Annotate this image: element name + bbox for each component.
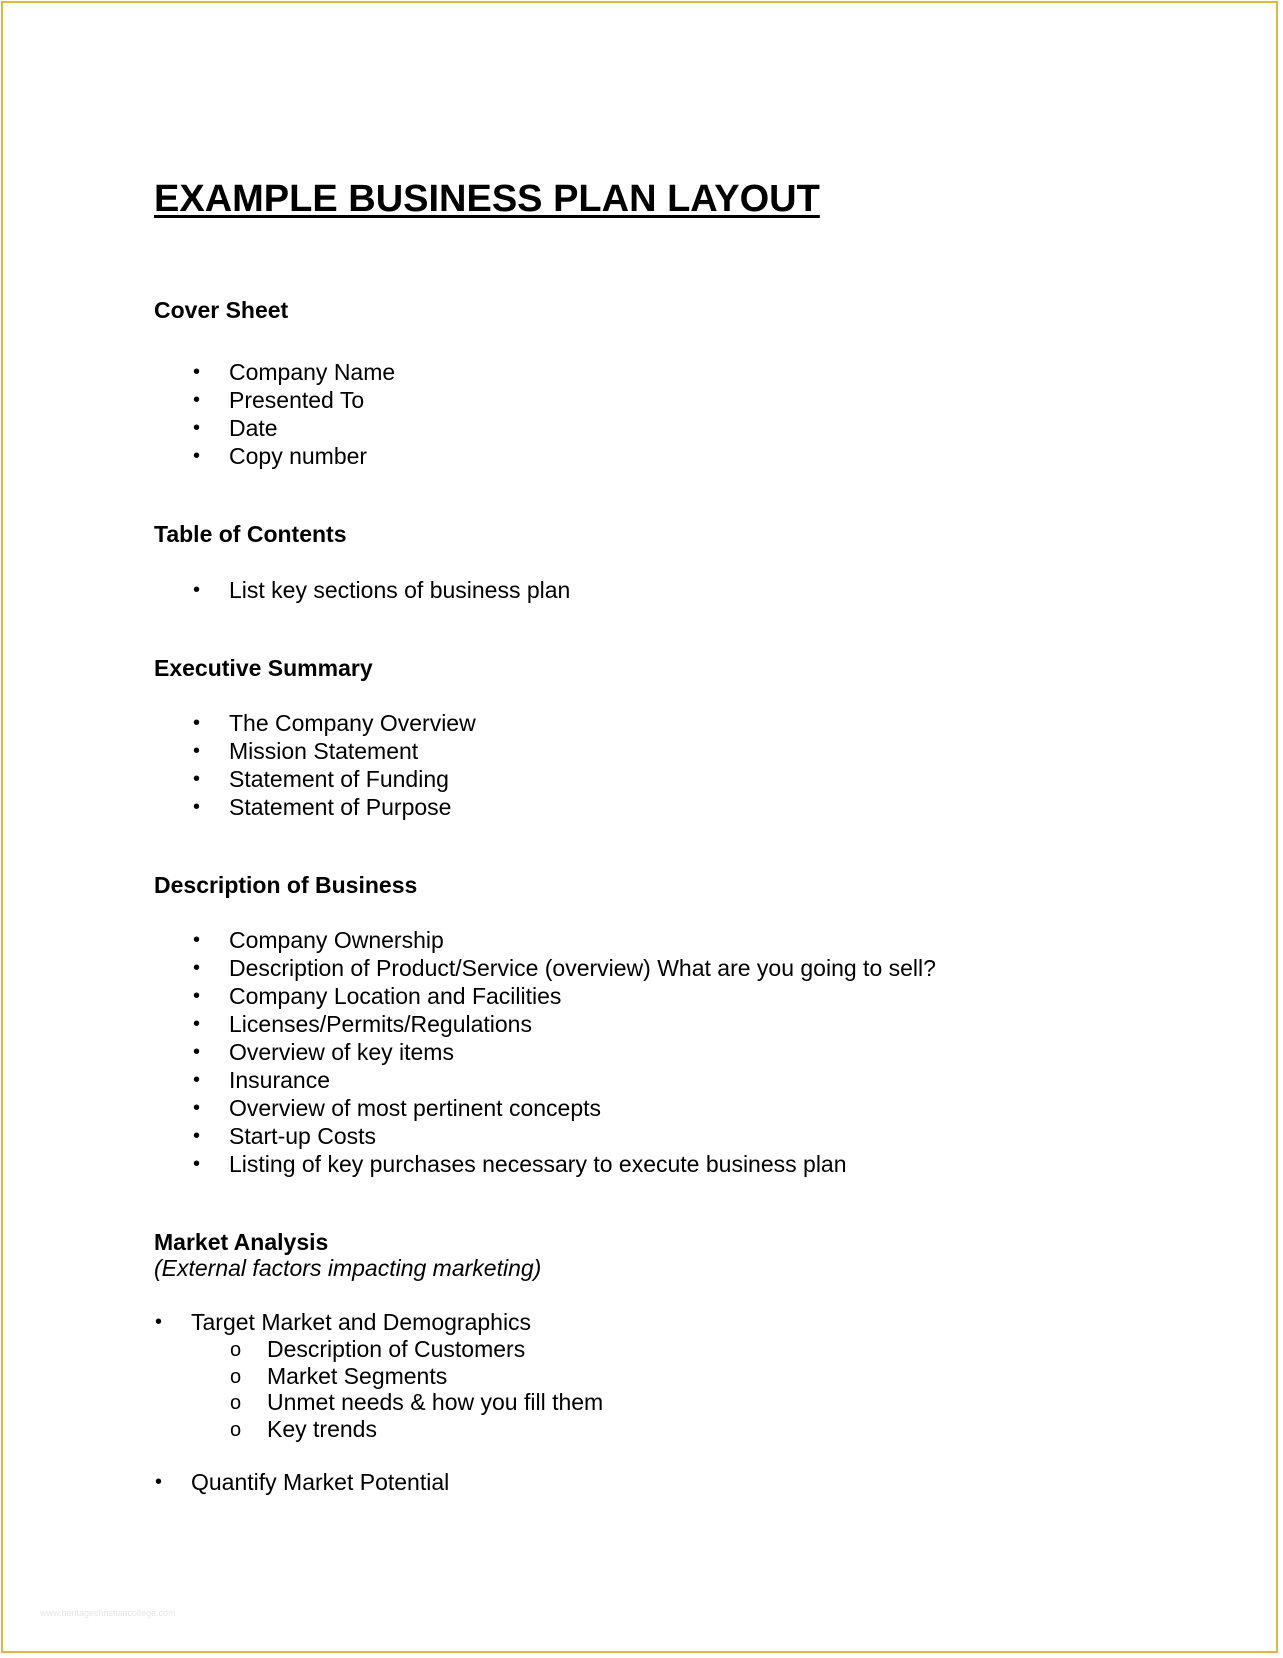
- sub-list: [191, 1336, 603, 1442]
- table-of-contents-list: [229, 576, 570, 604]
- sub-list-item: o Market Segments: [267, 1363, 603, 1390]
- cover-sheet-list: [229, 358, 395, 470]
- section-heading-description-of-business: Description of Business: [154, 872, 418, 898]
- list-item: • Copy number: [229, 442, 395, 470]
- section-heading-market-analysis: Market Analysis: [154, 1229, 329, 1255]
- watermark: www.heritagechristiancollege.com: [40, 1608, 176, 1618]
- list-item: • Date: [229, 414, 395, 442]
- list-item: • Overview of most pertinent concepts: [229, 1094, 936, 1122]
- list-item: • Start-up Costs: [229, 1122, 936, 1150]
- list-item: • Company Name: [229, 358, 395, 386]
- page-title: EXAMPLE BUSINESS PLAN LAYOUT: [154, 178, 820, 220]
- list-item: • The Company Overview: [229, 709, 476, 737]
- market-analysis-list: [191, 1309, 603, 1442]
- section-heading-executive-summary: Executive Summary: [154, 655, 373, 681]
- market-analysis-list-2: [191, 1469, 449, 1496]
- list-item: • Listing of key purchases necessary to execute business plan: [229, 1150, 936, 1178]
- list-item: • Statement of Purpose: [229, 793, 476, 821]
- list-item: • Description of Product/Service (overview) What are you going to sell?: [229, 954, 936, 982]
- list-item: • Statement of Funding: [229, 765, 476, 793]
- list-item: • Quantify Market Potential: [191, 1469, 449, 1496]
- section-heading-table-of-contents: Table of Contents: [154, 521, 347, 547]
- description-of-business-list: [229, 926, 936, 1178]
- list-item: • Company Location and Facilities: [229, 982, 936, 1010]
- executive-summary-list: [229, 709, 476, 821]
- list-item: • List key sections of business plan: [229, 576, 570, 604]
- list-item: • Presented To: [229, 386, 395, 414]
- market-analysis-subheading: (External factors impacting marketing): [154, 1255, 542, 1281]
- list-item: • Mission Statement: [229, 737, 476, 765]
- list-item: • Licenses/Permits/Regulations: [229, 1010, 936, 1038]
- sub-list-item: o Description of Customers: [267, 1336, 603, 1363]
- list-item: • Insurance: [229, 1066, 936, 1094]
- list-item: [191, 1309, 603, 1442]
- sub-list-item: o Key trends: [267, 1416, 603, 1443]
- list-item: • Overview of key items: [229, 1038, 936, 1066]
- sub-list-item: o Unmet needs & how you fill them: [267, 1389, 603, 1416]
- list-item: • Company Ownership: [229, 926, 936, 954]
- list-item-label: Target Market and Demographics: [191, 1309, 532, 1335]
- section-heading-cover-sheet: Cover Sheet: [154, 297, 289, 323]
